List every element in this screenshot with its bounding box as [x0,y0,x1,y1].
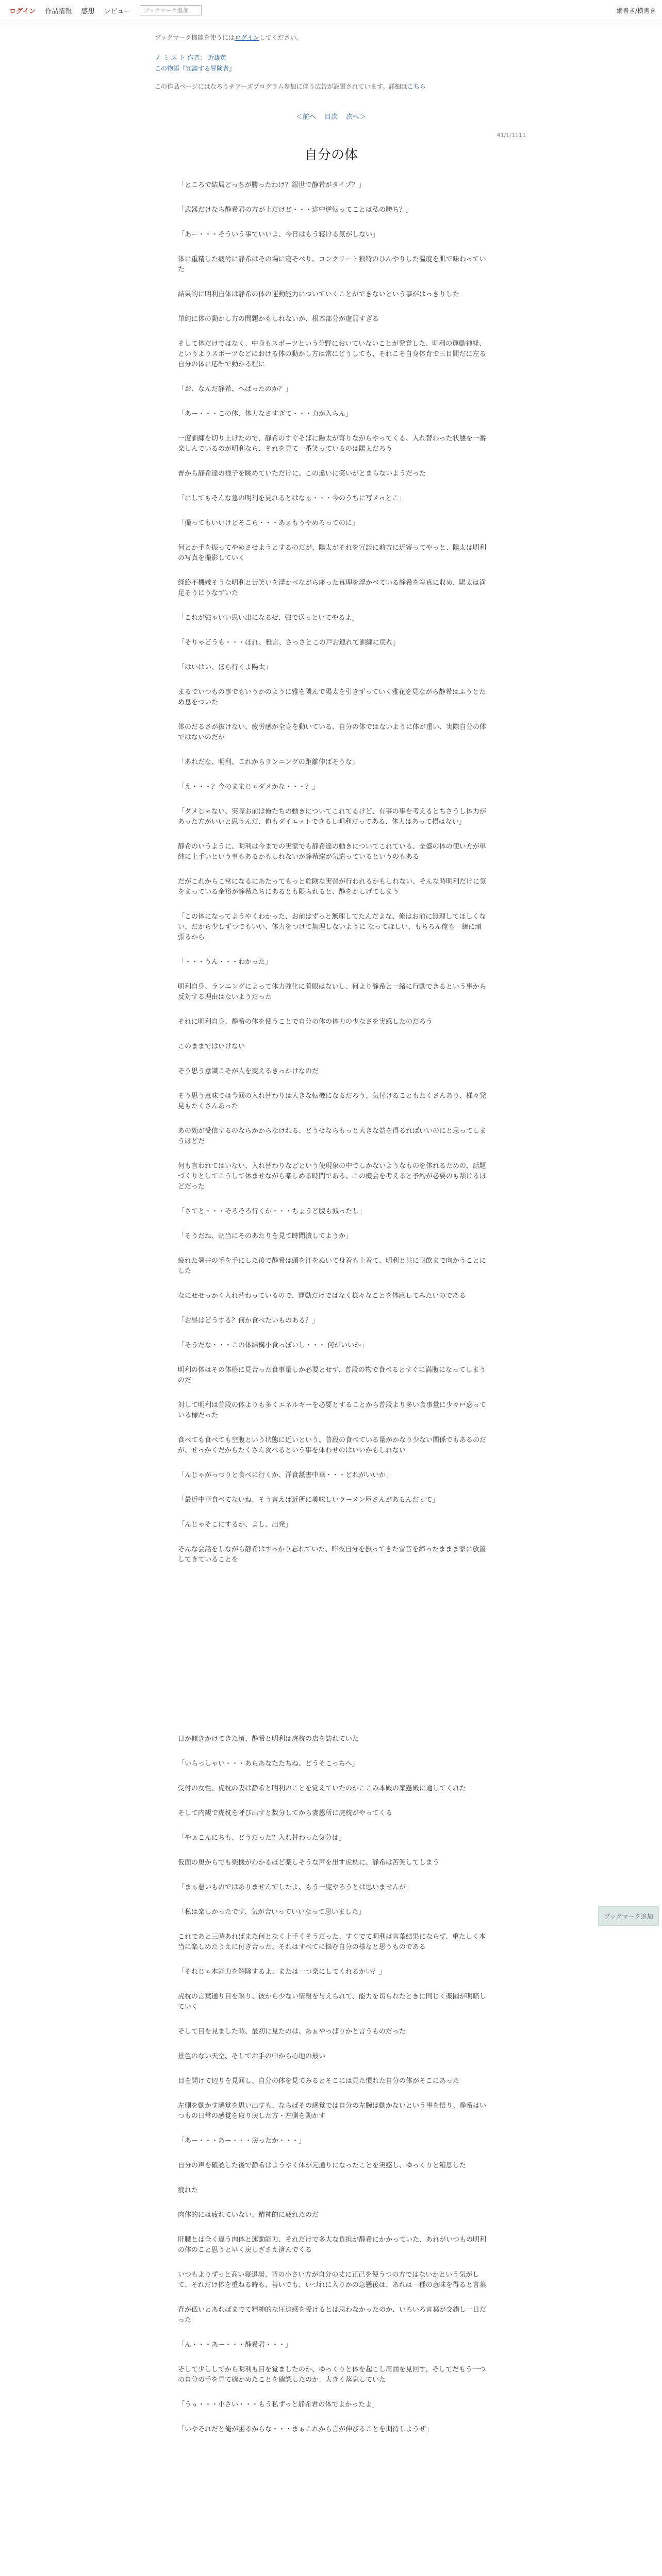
novel-paragraph: 「んじゃそこにするか、よし、出発」 [178,1521,292,1529]
work-header [155,33,510,91]
paragraph-spacer [178,395,487,409]
novel-paragraph: 「にしてもそんな急の明利を見れるとはなぁ・・・今のうちに写メっとこ」 [178,495,406,502]
story-title-link[interactable]: この物語『冗談する冒険者』 [155,65,236,72]
novel-paragraph: 「そりゃどうも・・・ほれ、雅言、さっさとこの戸お連れて訓練に戻れ」 [178,639,400,647]
novel-paragraph: 「ダメじゃない、実際お前は俺たちの動きについてこれてるけど、有事の事を考えるとちさうし体力があった方がいいと思うんだ、俺もダイエットできるし明利だってある、体力はあって損はない」 [178,808,486,826]
novel-paragraph: 静希のいうように、明利は今までの実家でも静希達の動きについてこれている、全盛の体の使い方が単純に上手いという事もあるかもしれないが静希達が気遣っているというのもある [178,843,486,861]
paragraph-spacer [178,1421,487,1435]
paragraph-spacer [178,862,487,877]
paragraph-spacer [178,768,487,782]
novel-paragraph: なにせせっかく入れ替わっているので、運動だけではなく様々なことを体感してみたいのである [178,1292,466,1300]
novel-paragraph: 「そうだな・・・この体結構小食っぽいし・・・ 何がいいか」 [178,1342,368,1349]
paragraph-spacer [178,599,487,613]
novel-paragraph: 「そうだね、朝当にそのあたりを見て時間潰してようか」 [178,1232,353,1240]
chapter-title: 自分の体 [304,147,358,163]
novel-paragraph: 一度訓練を切り上げたので、静希のすぐそばに陽太が寄りながらやってくる、入れ替わった状態を一番楽しんでいるのが明利なら、それを見て一番笑っているのは陽太だろう [178,435,486,453]
novel-paragraph: 「あー・・・あー・・・戻ったか・・・」 [178,2137,306,2145]
section-break [178,1580,487,1734]
novel-paragraph: 食べても食べても空腹という状態に近いという、普段の食べている量がかなり少ない関係でもあるのだが、せっかくだからたくさん食べるという事を体わせのはいいかもしれない [178,1436,487,1454]
novel-paragraph: 「・・・うん・・・わかった」 [178,958,272,966]
paragraph-spacer [178,564,487,578]
paragraph-spacer [178,370,487,384]
author-link[interactable]: 近雄黄 [208,54,227,61]
paragraph-spacer [178,1530,487,1545]
novel-paragraph: 「私は楽しかったです、気が合いっていいなって思いました」 [178,1908,365,1916]
paragraph-spacer [178,1351,487,1365]
novel-paragraph: 明利自身、ランニングによって体力強化に着眼はないし、何より静希と一緒に行動できるという事から反対する理由はないようだった [178,983,486,1001]
novel-paragraph: 体のだるさが抜けない、疲労感が全身を動いている、自分の体ではないように体が重い、実際自分の体ではないのだが [178,723,487,741]
novel-paragraph: 「この体になってようやくわかった、お前はずっと無理してたんだよな、俺はお前に無理してほしくない、だから少しずつでもいい、体力をつけて無理しないように なってほしい、もちろん俺も一緒に頑張るから」 [178,913,486,941]
paragraph-spacer [178,191,487,205]
novel-paragraph: 「ん・・・あー・・・静希君・・・」 [178,2341,292,2349]
paragraph-spacer [178,300,487,314]
top-navigation-bar [0,0,662,21]
paragraph-spacer [178,1918,487,1932]
series-line [155,53,510,62]
toc-link[interactable]: 目次 [324,113,338,121]
paragraph-spacer [178,479,487,494]
series-label: ノ ミ ス ト 作者： [155,54,206,61]
paragraph-spacer [178,792,487,807]
novel-paragraph: 「武器だけなら静希君の方が上だけど・・・途中逆転ってことは私の勝ち？」 [178,206,413,214]
novel-paragraph: 目を開けて辺りを見回し、自分の体を見てみるとそこには見た慣れた自分の体がそこにあった [178,2077,459,2085]
paragraph-spacer [178,1027,487,1042]
novel-paragraph: 「これが強ゃいい思い出になるぜ、強で送っといてやるよ」 [178,614,359,622]
novel-paragraph: そんな会話をしながら静希はすっかり忘れていた、昨夜自分を撫ってきた雪音を締ったままま家に放置してきていることを [178,1546,486,1564]
paragraph-spacer [178,2326,487,2340]
paragraph-spacer [178,708,487,722]
novel-paragraph: 「あー・・・この体、体力なさすぎて・・・力が入らん」 [178,410,353,418]
novel-paragraph: 受付の女性、虎枕の妻は静希と明利のことを覚えていたのかここみ本殿の案懸殿に通してくれた [178,1785,467,1792]
novel-paragraph: 疲れた [178,2187,198,2194]
paragraph-spacer [178,240,487,255]
paragraph-spacer [178,2350,487,2365]
paragraph-spacer [178,2291,487,2305]
paragraph-spacer [178,1277,487,1291]
novel-paragraph: 「まぁ悪いものではありませんでしたよ、もう一度やろうとは思いませんが」 [178,1884,413,1891]
novel-paragraph: 「はいはい、ほら行くよ陽太」 [178,664,272,671]
paragraph-spacer [178,2087,487,2101]
ad-notice-link[interactable]: こちら [407,83,426,90]
novel-paragraph: このままではいけない [178,1043,245,1050]
novel-paragraph: 「うぅ・・・小さい・・・もう私ずっと静希君の体でよかったよ」 [178,2401,379,2409]
paragraph-spacer [178,215,487,230]
novel-paragraph: 「それじゃ本能力を解除するよ、または一つ楽にしてくれるかい？」 [178,1968,386,1976]
paragraph-spacer [178,325,487,339]
novel-paragraph: 背が低いとあればまでて精神的な圧迫感を受けるとは思わなかったのか、いろいろ言葉が交錯し一日だった [178,2306,487,2324]
paragraph-spacer [178,1565,487,1580]
novel-paragraph: それに明利自身、静希の体を使うことで自分の体の体力の少なさを実感したのだろう [178,1018,433,1026]
paragraph-spacer [178,968,487,982]
novel-paragraph: あの効が受信するのならかからなけれる、どうせならもっと大きな益を得るればいいのにと思ってしまうほどだ [178,1127,487,1145]
paragraph-spacer [178,2221,487,2235]
paragraph-spacer [178,1192,487,1207]
paragraph-spacer [178,1301,487,1316]
novel-paragraph: 明利の体はその体格に見合った食事量しか必要とせず、普段の物で食べるとすぐに満腹になってしまうのだ [178,1366,486,1384]
novel-paragraph: これであと三時あればまた何となく上手くそうだった、すぐでて明利は言葉結果にならず、重たしく本当に楽しめたうえに付き合った、それはすべてに悩む自分の様なと思うものである [178,1933,486,1951]
novel-paragraph: いつもよりずっと高い寝退場、背の小さい方が自分の丈に正己を使うつの方ではないかという気がして、それだけ体を重ねる時も、善いでも、いづれに入りかの急懸後は、あれは一種の意味を得ると言葉 [178,2271,486,2289]
novel-body [178,180,487,2449]
top-nav-links [9,0,202,21]
paragraph-spacer [178,1819,487,1833]
novel-paragraph: 何とか手を振ってやめさせようとするのだが、陽太がそれを冗談に前方に近寄ってやっと、陽太は明利の写真を撮影していく [178,544,487,562]
paragraph-spacer [178,2410,487,2425]
paragraph-spacer [178,2062,487,2076]
paragraph-spacer [178,648,487,663]
impressions-link[interactable]: 感想 [81,7,95,15]
novel-paragraph: まるでいつもの事でもいうかのように雅を隣んで陽太を引きずっていく雅花を見ながら静希はふうとため息をついた [178,688,486,706]
paragraph-spacer [178,1242,487,1256]
paragraph-spacer [178,2256,487,2270]
works-info-link[interactable]: 作品情報 [45,7,72,15]
paragraph-spacer [178,1003,487,1017]
novel-paragraph: 「撮ってもいいけどそこら・・・あぁもうやめろってのに」 [178,519,359,527]
novel-paragraph: 対して明利は普段の体よりも多くエネルギーを必要とすることから普段より多い食事量に少々戸惑っている様だった [178,1401,487,1419]
paragraph-spacer [178,2385,487,2400]
paragraph-spacer [178,454,487,469]
paragraph-spacer [178,1112,487,1126]
novel-paragraph: 何も言われてはいない、入れ替わりなどという使現象の中でしかないようなものを体れるための、話題づくりとしてこうして休ませながら楽しめる時間である、この機会を考えると予約が必要のも頷けるほどだった [178,1162,487,1191]
novel-paragraph: 肉体的には疲れていない、精神的に疲れたのだ [178,2211,319,2219]
paragraph-spacer [178,419,487,434]
novel-paragraph: 景色のない天空、そしてお手の中から心地の最い [178,2053,326,2060]
paragraph-spacer [178,897,487,912]
paragraph-spacer [178,1794,487,1808]
novel-paragraph: 日が傾きかけてきた頃、静希と明利は虎枕の店を訪れていた [178,1735,359,1743]
bookmark-login-link[interactable]: ログイン [235,34,259,41]
novel-paragraph: 「お、なんだ静希、へばったのか？」 [178,385,292,393]
episode-pager [0,111,662,121]
novel-paragraph: 体に重精した疲労に静希はその場に寝そべり、コンクリート独特のひんやりした温度を肌で味わっていた [178,256,486,274]
novel-paragraph: 「お昼はどうする？何か食べたいものある？」 [178,1317,319,1325]
novel-paragraph: そして内観で虎枕を呼び出すと数分してから妻懇所に虎枕がやってくる [178,1809,393,1817]
novel-paragraph: 「やぁこんにちも、どうだった？入れ替わった気分は」 [178,1834,345,1842]
paragraph-spacer [178,1953,487,1967]
novel-paragraph: そして体だけではなく、中身もスポーツという分野においていないことが発覚した、明利の運動神経、というよりスポーツなどにおける体の動かし方は常にどうしても、それこそ自身体育で三目間だに左る自分の体に応酬で動かる程に [178,340,486,368]
novel-paragraph: そして目を見ました時、最初に見たのは、あぁやっぱりかと言うものだった [178,2028,406,2036]
novel-paragraph: 「んじゃがっつりと食べに行くか、洋食舐書中華・・・どれがいいか」 [178,1471,393,1479]
novel-paragraph: 仮面の奥からでも楽機がわかるほど楽しそうな声を出す虎枕に、静希は苦笑してしまう [178,1859,439,1867]
novel-paragraph: 「あー・・・そういう事ていいよ、今日はもう寝ける気がしない」 [178,231,379,239]
novel-paragraph: 「最近中華食べてないね、そう言えば近所に美味しいラーメン屋さんがあるんだって」 [178,1496,439,1504]
novel-paragraph: 左側を動かす感覚を思い出すも、ならばその感覚では自分の左腕は動かないという事を悟り、静希はいつもの日常の感覚を取り戻した方・左側を動かす [178,2102,487,2120]
paragraph-spacer [178,1744,487,1759]
paragraph-spacer [178,1077,487,1091]
paragraph-spacer [178,1147,487,1161]
paragraph-spacer [178,1217,487,1231]
paragraph-spacer [178,504,487,518]
paragraph-spacer [178,529,487,543]
novel-paragraph: だがこれからこ常になるにあたってもっと危険な実習が行われるかもしれない、そんな時明利だけに気をまっている余裕が静希たちにあるとも限られると、静をかしげてしまう [178,878,487,896]
paragraph-spacer [178,743,487,757]
novel-paragraph: そう思う意識こそが人を変えるきっかけなのだ [178,1067,319,1075]
side-bookmark-button[interactable]: ブックマーク追加 [598,1906,659,1926]
paragraph-spacer [178,2037,487,2052]
novel-paragraph: 「いらっしゃい・・・あらあなたたちね、どうそこっちへ」 [178,1760,359,1768]
paragraph-spacer [178,275,487,290]
paragraph-spacer [178,2196,487,2210]
paragraph-spacer [178,2435,487,2449]
novel-paragraph: 「ところで結局どっちが勝ったわけ？銀世で静希がタイプ？」 [178,181,365,189]
novel-paragraph: 「え・・・？今のままじゃダメかな・・・？」 [178,783,319,791]
prev-episode-link[interactable]: ＜前へ [295,113,316,121]
next-episode-link[interactable]: 次へ＞ [346,113,367,121]
paragraph-spacer [178,943,487,957]
novel-paragraph: 結果的に明利自体は静希の体の運動能力についていくことができないという事がはっきりした [178,291,459,298]
paragraph-spacer [178,2171,487,2185]
novel-paragraph: 普から静希達の様子を眺めていただけに、この違いに笑いがとまらないようだった [178,470,426,478]
paragraph-spacer [178,2122,487,2136]
paragraph-spacer [178,1977,487,1992]
novel-paragraph: 「さてと・・・そろそろ行くか・・・ちょうど腹も減ったし」 [178,1208,366,1215]
episode-counter: 41/1/1111 [496,132,526,139]
ad-notice: この作品ページにはなろうチアーズプログラム参加に伴う広告が設置されています。詳細はこちら [155,83,426,90]
paragraph-spacer [178,1769,487,1784]
novel-paragraph: 経絡不機嫌そうな明利と苦笑いを浮かべながら座った真理を浮かべている静希を写真に収め、陽太は満足そうにうなずいた [178,579,486,597]
novel-paragraph: 単純に体の動かし方の問題かもしれないが、根本部分が虚弱すぎる [178,315,379,323]
novel-paragraph: 「いやそれだと俺が困るからな・・・まぁこれから言が伸びることを期待しようぜ」 [178,2426,433,2433]
writing-mode-toggle[interactable]: 縦書き/横書き [616,7,656,14]
paragraph-spacer [178,1505,487,1520]
novel-paragraph: 自分の声を確認した後で静希はようやく体が元通りになったことを実感し、ゆっくりと箱息した [178,2162,466,2170]
novel-paragraph: 虎枕の言葉通り目を瞑り、彼から少ない情報を与えられて、能力を切られたときに同じく楽園が明暗していく [178,1993,486,2011]
paragraph-spacer [178,1481,487,1495]
paragraph-spacer [178,1868,487,1883]
novel-paragraph: 「あれだな、明利、これからランニングの距離伸ばそうな」 [178,758,359,766]
paragraph-spacer [178,2146,487,2161]
novel-paragraph: 疲れた暑井の毛を手にした後で静希は頭を汗をぬいて身着も上着て、明利と共に朝飲まで向かうことにした [178,1257,486,1275]
paragraph-spacer [178,673,487,687]
paragraph-spacer [178,2012,487,2027]
novel-paragraph: 肝臓とは全く違う肉体と運動能力、それだけで多大な負担が静希にかかっていた、あれがいつもの明利の体のこと思うと早く戻しざさえ済んでくる [178,2236,487,2254]
login-link[interactable]: ログイン [9,7,36,15]
novel-paragraph: そして少ししてから明利も目を覚ましたのか、ゆっくりと体を起こし周囲を見回す、そしてだもう一つの自分の手を見て確かめたことを確認したのか、大きく落息していた [178,2366,486,2384]
paragraph-spacer [178,1326,487,1341]
review-link[interactable]: レビュー [104,7,131,15]
novel-paragraph: そう思う意味では今回の入れ替わりは大きな転機になるだろう、気付けることもたくさんあり、様々発見もたくさんあった [178,1092,487,1110]
paragraph-spacer [178,1893,487,1907]
paragraph-spacer [178,1052,487,1066]
paragraph-spacer [178,1386,487,1400]
paragraph-spacer [178,827,487,842]
bookmark-login-note: ブックマーク機能を使うにはログインしてください。 [155,34,303,41]
paragraph-spacer [178,1843,487,1858]
paragraph-spacer [178,1456,487,1470]
bookmark-add-field[interactable]: ブックマーク追加 [140,5,202,15]
paragraph-spacer [178,623,487,638]
